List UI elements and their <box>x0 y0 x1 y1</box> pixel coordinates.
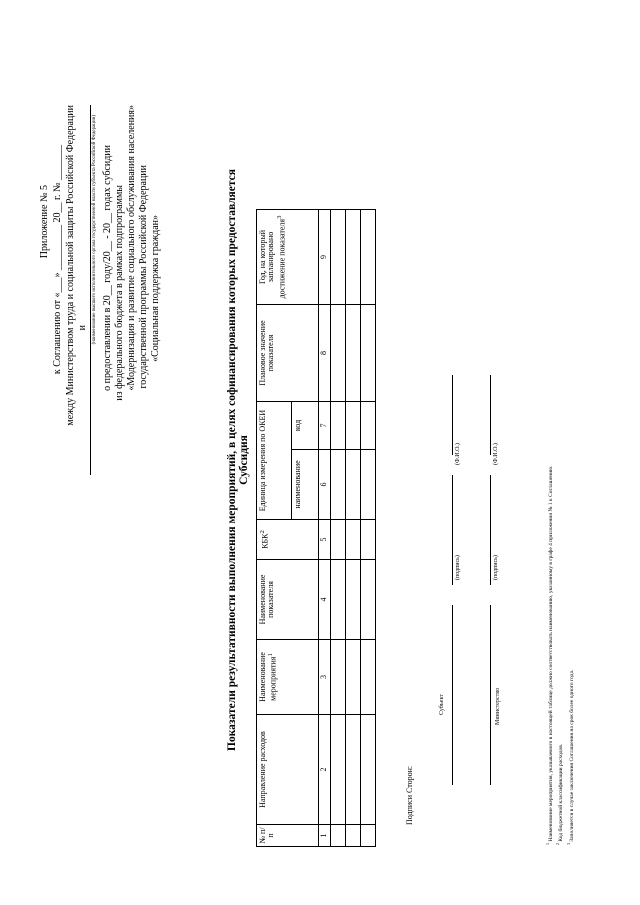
footnotes <box>545 25 576 845</box>
program-line: государственной программы Российской Федерации <box>138 165 149 389</box>
document-title: Показатели результативности выполнения мероприятий, в целях софинансирования которых предоставляется Субсидия <box>226 169 250 751</box>
header-unit-code: код <box>292 402 319 450</box>
footnote-3-mark: 3 <box>565 843 571 845</box>
table-cell <box>331 402 346 450</box>
ministry-label: Министерство <box>495 688 501 725</box>
table-cell <box>361 402 376 450</box>
table-cell <box>331 560 346 640</box>
table-cell <box>346 210 361 305</box>
column-number: 1 <box>319 825 331 847</box>
footnote-2 <box>555 25 565 845</box>
signatures-block <box>405 25 525 825</box>
table-cell <box>361 305 376 402</box>
table-cell <box>346 450 361 520</box>
column-number: 5 <box>319 520 331 560</box>
table-cell <box>361 450 376 520</box>
column-number: 6 <box>319 450 331 520</box>
budget-line: из федерального бюджета в рамках подпрограммы <box>114 185 125 401</box>
header-indicator: Наименование показателя <box>257 560 319 640</box>
footnote-2-mark: 2 <box>555 843 561 845</box>
and-line: и <box>77 325 88 331</box>
ministry-signature-row <box>475 365 491 785</box>
column-number: 2 <box>319 715 331 825</box>
appendix-header <box>40 105 161 795</box>
table-cell <box>346 715 361 825</box>
column-number: 9 <box>319 210 331 305</box>
header-kbk-label: КБК <box>260 533 270 549</box>
subject-signature-hint: (подпись) <box>455 555 461 580</box>
table-cell <box>331 715 346 825</box>
table-row <box>346 210 361 847</box>
agreement-line: к Соглашению от «___» _________ 20__ г. № _______ <box>52 145 63 375</box>
ministry-signature-line <box>490 475 491 585</box>
table-cell <box>331 640 346 715</box>
footnote-ref-1: 1 <box>267 653 275 657</box>
column-number: 4 <box>319 560 331 640</box>
footnote-1 <box>545 25 555 845</box>
indicators-table <box>256 209 376 847</box>
ministry-name-line <box>490 605 491 785</box>
table-cell <box>331 210 346 305</box>
authority-note: (наименование высшего исполнительного органа государственной власти субъекта Российской Федерации) <box>90 105 97 475</box>
header-year <box>257 210 319 305</box>
table-cell <box>361 640 376 715</box>
table-cell <box>346 640 361 715</box>
table-cell <box>346 520 361 560</box>
footnote-1-text: Наименование мероприятия, указываемого в настоящей таблице должно соответствовать наименованию, указанному в графе 4 приложения № 1 к Соглашению. <box>547 465 554 842</box>
header-number: № п/п <box>257 825 319 847</box>
table-header-row <box>257 210 292 847</box>
table-cell <box>361 520 376 560</box>
header-kbk <box>257 520 319 560</box>
header-event <box>257 640 319 715</box>
column-number: 8 <box>319 305 331 402</box>
table-cell <box>346 402 361 450</box>
provision-line: о предоставлении в 20__ году/20__ - 20__ годах субсидии <box>102 145 113 391</box>
subject-signature-row <box>437 365 453 785</box>
between-line: между Министерством труда и социальной защиты Российской Федерации <box>65 105 76 426</box>
table-cell <box>331 305 346 402</box>
column-numbers-row <box>319 210 331 847</box>
table-cell <box>331 450 346 520</box>
footnote-ref-3: 3 <box>275 215 283 219</box>
header-unit: Единица измерения по ОКЕИ <box>257 402 292 520</box>
table-cell <box>346 560 361 640</box>
footnote-1-mark: 1 <box>545 843 550 845</box>
subject-signature-line <box>452 475 453 585</box>
subject-fio-hint: (Ф.И.О.) <box>455 443 461 465</box>
table-cell <box>361 825 376 847</box>
header-year-label: Год, на который запланировано достижение показателя <box>258 218 287 299</box>
program-name: «Социальная поддержка граждан» <box>150 215 161 362</box>
header-plan: Плановое значение показателя <box>257 305 319 402</box>
subject-label: Субъект <box>439 694 445 715</box>
table-cell <box>331 825 346 847</box>
table-cell <box>361 715 376 825</box>
ministry-signature-hint: (подпись) <box>493 555 499 580</box>
header-event-label: Наименование мероприятия <box>258 652 279 702</box>
appendix-number: Приложение № 5 <box>39 185 50 259</box>
table-cell <box>361 210 376 305</box>
table-row <box>331 210 346 847</box>
subject-fio-line <box>452 375 453 455</box>
subject-name-line <box>452 605 453 785</box>
header-direction: Направление расходов <box>257 715 319 825</box>
table-cell <box>346 305 361 402</box>
subprogram-line: «Модернизация и развитие социального обслуживания населения» <box>126 105 137 391</box>
footnote-2-text: Код бюджетной классификации расходов. <box>558 743 565 842</box>
table-cell <box>331 520 346 560</box>
signatures-title: Подписи Сторон: <box>405 765 414 825</box>
footnote-3 <box>566 25 576 845</box>
ministry-fio-hint: (Ф.И.О.) <box>493 443 499 465</box>
table-row <box>361 210 376 847</box>
column-number: 3 <box>319 640 331 715</box>
table-cell <box>361 560 376 640</box>
ministry-fio-line <box>490 375 491 455</box>
table-cell <box>346 825 361 847</box>
header-unit-name: наименование <box>292 450 319 520</box>
footnote-3-text: Заполняется в случае заключения Соглашения на срок более одного года. <box>568 669 575 842</box>
column-number: 7 <box>319 402 331 450</box>
footnote-ref-2: 2 <box>259 530 266 534</box>
